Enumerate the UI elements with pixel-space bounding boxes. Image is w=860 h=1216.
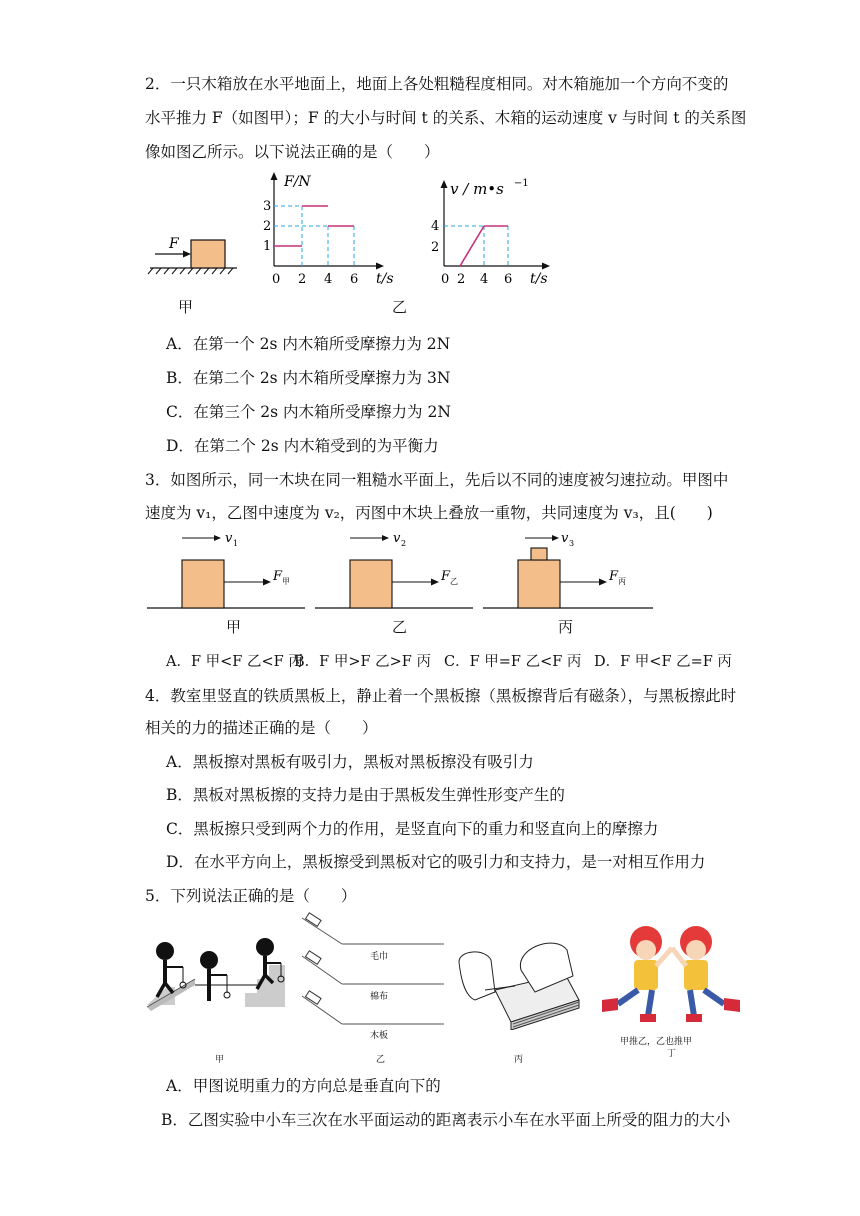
block-jia bbox=[182, 560, 224, 608]
svg-text:v: v bbox=[561, 531, 569, 546]
q3-stem-line2: 速度为 v₁，乙图中速度为 v₂，丙图中木块上叠放一重物，共同速度为 v₃，且( ) bbox=[145, 504, 713, 522]
svg-text:0: 0 bbox=[441, 272, 450, 287]
q2-option-a[interactable]: A．在第一个 2s 内木箱所受摩擦力为 2N bbox=[166, 335, 451, 353]
slope-surfaces-figure bbox=[298, 912, 448, 1040]
svg-text:2: 2 bbox=[263, 219, 272, 234]
weight-on-block bbox=[531, 548, 547, 560]
q4-stem-line1: 4．教室里竖直的铁质黑板上，静止着一个黑板擦（黑板擦背后有磁条），与黑板擦此时 bbox=[145, 687, 737, 705]
caption-q5-ding: 丁 bbox=[667, 1049, 677, 1059]
svg-text:乙: 乙 bbox=[450, 577, 458, 586]
svg-text:1: 1 bbox=[263, 239, 272, 254]
svg-text:6: 6 bbox=[350, 272, 359, 287]
svg-text:v: v bbox=[393, 531, 401, 546]
velocity-ramp bbox=[460, 226, 484, 266]
q3-option-d[interactable]: D．F 甲<F 乙=F 丙 bbox=[594, 654, 732, 670]
caption-q3-bing: 丙 bbox=[558, 618, 574, 636]
svg-text:4: 4 bbox=[431, 219, 440, 234]
surface-cotton-label: 棉布 bbox=[370, 992, 389, 1002]
svg-text:2: 2 bbox=[457, 272, 466, 287]
caption-q5-jia: 甲 bbox=[215, 1055, 225, 1065]
q5-option-b[interactable]: B．乙图实验中小车三次在水平面运动的距离表示小车在水平面上所受的阻力的大小 bbox=[161, 1111, 731, 1129]
stick-figures-figure bbox=[145, 935, 290, 1020]
q4-option-a[interactable]: A．黑板擦对黑板有吸引力，黑板对黑板擦没有吸引力 bbox=[166, 753, 534, 771]
svg-text:v: v bbox=[225, 531, 233, 546]
q2-stem-line1: 2．一只木箱放在水平地面上，地面上各处粗糙程度相同。对木箱施加一个方向不变的 bbox=[145, 75, 729, 93]
q3-option-a[interactable]: A．F 甲<F 乙<F 丙 bbox=[166, 654, 303, 670]
caption-q3-jia: 甲 bbox=[226, 618, 242, 636]
push-force-label: F bbox=[169, 236, 179, 252]
force-time-graph bbox=[262, 168, 402, 293]
vt-y-axis-label: v / m•s bbox=[450, 180, 504, 198]
svg-text:1: 1 bbox=[233, 539, 239, 548]
svg-text:3: 3 bbox=[263, 199, 272, 214]
svg-text:−1: −1 bbox=[514, 178, 529, 189]
push-arrow-icon bbox=[183, 251, 191, 258]
q3-stem-line1: 3．如图所示，同一木块在同一粗糙水平面上，先后以不同的速度被匀速拉动。甲图中 bbox=[145, 471, 729, 489]
svg-text:0: 0 bbox=[272, 272, 281, 287]
caption-yi: 乙 bbox=[392, 298, 408, 316]
q2-option-c[interactable]: C．在第三个 2s 内木箱所受摩擦力为 2N bbox=[166, 403, 451, 421]
kids-caption-text: 甲推乙，乙也推甲 bbox=[620, 1037, 693, 1047]
q4-option-b[interactable]: B．黑板对黑板擦的支持力是由于黑板发生弹性形变产生的 bbox=[166, 786, 565, 804]
svg-text:2: 2 bbox=[431, 240, 440, 255]
block-yi bbox=[350, 560, 392, 608]
hand-on-book-figure bbox=[455, 930, 585, 1030]
svg-text:F: F bbox=[273, 569, 283, 584]
pushed-box-figure bbox=[145, 228, 265, 278]
svg-text:4: 4 bbox=[480, 272, 489, 287]
kids-pushing-figure bbox=[596, 920, 748, 1032]
q4-option-c[interactable]: C．黑板擦只受到两个力的作用，是竖直向下的重力和竖直向上的摩擦力 bbox=[166, 820, 659, 838]
svg-text:4: 4 bbox=[324, 272, 333, 287]
q3-option-b[interactable]: B．F 甲>F 乙>F 丙 bbox=[294, 654, 431, 670]
q3-option-c[interactable]: C．F 甲=F 乙<F 丙 bbox=[444, 654, 582, 670]
q2-stem-line2: 水平推力 F（如图甲）；F 的大小与时间 t 的关系、木箱的运动速度 v 与时间 t 的关系图 bbox=[145, 109, 747, 127]
q2-stem-line3: 像如图乙所示。以下说法正确的是（ ） bbox=[145, 143, 440, 161]
svg-text:2: 2 bbox=[298, 272, 307, 287]
ft-x-axis-label: t/s bbox=[376, 271, 394, 287]
q4-option-d[interactable]: D．在水平方向上，黑板擦受到黑板对它的吸引力和支持力，是一对相互作用力 bbox=[166, 853, 706, 871]
q5-stem-line1: 5．下列说法正确的是（ ） bbox=[145, 887, 357, 905]
svg-text:F: F bbox=[441, 569, 451, 584]
surface-board-label: 木板 bbox=[370, 1031, 389, 1040]
caption-q3-yi: 乙 bbox=[392, 618, 408, 636]
svg-text:甲: 甲 bbox=[282, 577, 290, 586]
svg-text:3: 3 bbox=[569, 539, 575, 548]
svg-text:2: 2 bbox=[401, 539, 407, 548]
velocity-time-graph bbox=[428, 172, 568, 292]
svg-text:丙: 丙 bbox=[618, 577, 626, 586]
caption-q5-yi: 乙 bbox=[376, 1055, 386, 1065]
svg-text:6: 6 bbox=[504, 272, 513, 287]
vt-x-axis-label: t/s bbox=[530, 271, 548, 287]
q5-option-a[interactable]: A．甲图说明重力的方向总是垂直向下的 bbox=[166, 1077, 441, 1095]
caption-q5-bing: 丙 bbox=[514, 1055, 524, 1065]
q2-option-b[interactable]: B．在第二个 2s 内木箱所受摩擦力为 3N bbox=[166, 369, 451, 387]
caption-jia: 甲 bbox=[178, 298, 194, 316]
surface-towel-label: 毛巾 bbox=[370, 952, 389, 962]
q2-option-d[interactable]: D．在第二个 2s 内木箱受到的为平衡力 bbox=[166, 437, 439, 455]
q4-stem-line2: 相关的力的描述正确的是（ ） bbox=[145, 719, 378, 737]
ft-y-axis-label: F/N bbox=[284, 174, 311, 190]
svg-text:F: F bbox=[609, 569, 619, 584]
wooden-box bbox=[191, 240, 225, 268]
block-bing bbox=[518, 560, 560, 608]
three-blocks-figure bbox=[145, 528, 665, 618]
